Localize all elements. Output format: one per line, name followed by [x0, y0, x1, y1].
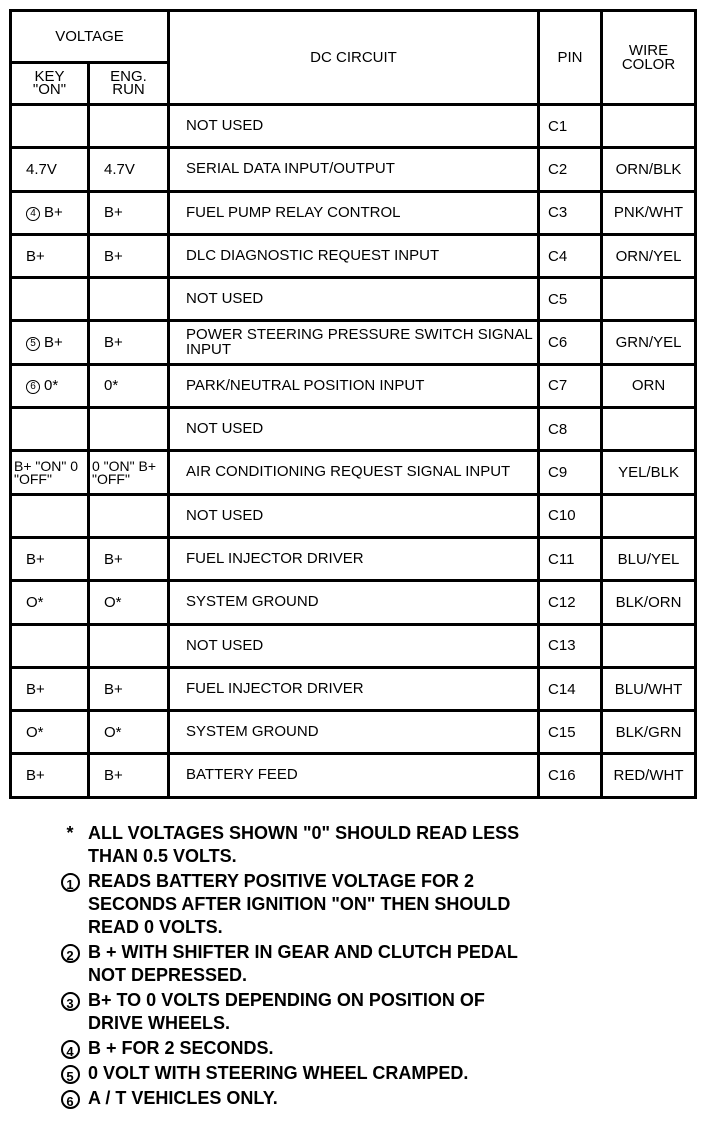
table-row	[11, 364, 696, 407]
footnote-number-icon: 1	[61, 873, 80, 892]
circuit-description: SERIAL DATA INPUT/OUTPUT	[169, 148, 539, 191]
wire-color: BLU/YEL	[602, 537, 696, 580]
circuit-description: NOT USED	[169, 105, 539, 148]
key-on-voltage	[11, 754, 89, 797]
pin-number: C6	[539, 321, 602, 364]
pin-number: C16	[539, 754, 602, 797]
circuit-header: DC CIRCUIT	[169, 11, 539, 105]
footnote-marker: 4	[26, 207, 40, 221]
pin-number: C14	[539, 667, 602, 710]
eng-run-voltage: B+	[89, 754, 169, 797]
wire-color: YEL/BLK	[602, 451, 696, 494]
table-row	[11, 624, 696, 667]
pin-number: C1	[539, 105, 602, 148]
key-on-voltage	[11, 278, 89, 321]
eng-run-voltage	[89, 105, 169, 148]
table-row	[11, 321, 696, 364]
key-on-voltage	[11, 494, 89, 537]
footnote	[52, 989, 528, 1035]
key-on-value: B+ "ON" 0 "OFF"	[14, 457, 79, 487]
eng-run-voltage: B+	[89, 667, 169, 710]
wire-color	[602, 624, 696, 667]
table-row	[11, 148, 696, 191]
eng-run-voltage: 0*	[89, 364, 169, 407]
wire-color	[602, 278, 696, 321]
key-on-value: B+	[26, 680, 45, 698]
pin-number: C15	[539, 711, 602, 754]
wire-color	[602, 105, 696, 148]
footnote	[52, 1062, 528, 1085]
eng-run-voltage: B+	[89, 537, 169, 580]
footnotes	[52, 822, 528, 1112]
asterisk-marker: *	[66, 823, 74, 843]
connector-pinout-table	[9, 9, 697, 799]
pin-number: C5	[539, 278, 602, 321]
key-on-voltage	[11, 451, 89, 494]
footnote-text: 0 VOLT WITH STEERING WHEEL CRAMPED.	[88, 1063, 469, 1083]
footnote-marker: 5	[26, 337, 40, 351]
footnote-text: A / T VEHICLES ONLY.	[88, 1088, 278, 1108]
footnote	[52, 822, 528, 868]
key-on-voltage	[11, 321, 89, 364]
footnote-text: ALL VOLTAGES SHOWN "0" SHOULD READ LESS THAN 0.5 VOLTS.	[88, 823, 520, 866]
table-row	[11, 667, 696, 710]
eng-run-voltage: B+	[89, 191, 169, 234]
eng-run-voltage: 0 "ON" B+ "OFF"	[89, 451, 169, 494]
key-on-voltage	[11, 105, 89, 148]
footnote	[52, 1087, 528, 1110]
key-on-value: B+	[26, 550, 45, 568]
pin-number: C11	[539, 537, 602, 580]
footnote-number-icon: 4	[61, 1040, 80, 1059]
circuit-description: FUEL PUMP RELAY CONTROL	[169, 191, 539, 234]
circuit-description: NOT USED	[169, 494, 539, 537]
eng-run-voltage	[89, 494, 169, 537]
eng-run-voltage: B+	[89, 234, 169, 277]
eng-run-voltage	[89, 408, 169, 451]
circuit-description: DLC DIAGNOSTIC REQUEST INPUT	[169, 234, 539, 277]
key-on-value: O*	[26, 593, 44, 611]
footnote-text: B + FOR 2 SECONDS.	[88, 1038, 274, 1058]
footnote-number-icon: 3	[61, 992, 80, 1011]
pin-number: C12	[539, 581, 602, 624]
pin-number: C2	[539, 148, 602, 191]
key-on-value: B+	[26, 247, 45, 265]
eng-run-voltage	[89, 624, 169, 667]
wire-color: ORN/YEL	[602, 234, 696, 277]
key-on-value: 4.7V	[26, 160, 57, 178]
circuit-description: SYSTEM GROUND	[169, 581, 539, 624]
wire-color: BLK/ORN	[602, 581, 696, 624]
circuit-description: AIR CONDITIONING REQUEST SIGNAL INPUT	[169, 451, 539, 494]
wire-color-header: WIRE COLOR	[602, 11, 696, 105]
footnote	[52, 870, 528, 939]
table-row	[11, 234, 696, 277]
wire-color: BLK/GRN	[602, 711, 696, 754]
footnote-marker: 6	[26, 380, 40, 394]
circuit-description: POWER STEERING PRESSURE SWITCH SIGNAL INPUT	[169, 321, 539, 364]
key-on-voltage	[11, 581, 89, 624]
footnote	[52, 1037, 528, 1060]
eng-run-voltage: O*	[89, 711, 169, 754]
key-on-value: B+	[44, 333, 63, 351]
key-on-value: 0*	[44, 376, 59, 394]
key-on-voltage	[11, 537, 89, 580]
footnote-number-icon: 5	[61, 1065, 80, 1084]
pin-number: C10	[539, 494, 602, 537]
footnote-text: READS BATTERY POSITIVE VOLTAGE FOR 2 SECONDS AFTER IGNITION "ON" THEN SHOULD READ 0 VOLTS.	[88, 871, 511, 937]
wire-color	[602, 494, 696, 537]
circuit-description: FUEL INJECTOR DRIVER	[169, 667, 539, 710]
key-on-voltage	[11, 364, 89, 407]
eng-run-voltage: O*	[89, 581, 169, 624]
footnote-number-icon: 2	[61, 944, 80, 963]
pin-number: C13	[539, 624, 602, 667]
footnote-number-icon: 6	[61, 1090, 80, 1109]
table-row	[11, 278, 696, 321]
key-on-voltage	[11, 234, 89, 277]
key-on-voltage	[11, 191, 89, 234]
key-on-voltage	[11, 408, 89, 451]
pin-header: PIN	[539, 11, 602, 105]
table-row	[11, 105, 696, 148]
table-row	[11, 754, 696, 797]
pin-number: C7	[539, 364, 602, 407]
pin-number: C4	[539, 234, 602, 277]
pin-number: C9	[539, 451, 602, 494]
table-row	[11, 711, 696, 754]
key-on-value: B+	[26, 767, 45, 785]
footnote-text: B + WITH SHIFTER IN GEAR AND CLUTCH PEDAL NOT DEPRESSED.	[88, 942, 518, 985]
key-on-voltage	[11, 148, 89, 191]
eng-run-voltage	[89, 278, 169, 321]
circuit-description: PARK/NEUTRAL POSITION INPUT	[169, 364, 539, 407]
voltage-header: VOLTAGE	[11, 11, 169, 63]
key-on-value: B+	[44, 203, 63, 221]
footnote	[52, 941, 528, 987]
wire-color: PNK/WHT	[602, 191, 696, 234]
circuit-description: SYSTEM GROUND	[169, 711, 539, 754]
key-on-header: KEY "ON"	[11, 63, 89, 105]
key-on-voltage	[11, 624, 89, 667]
wire-color: ORN	[602, 364, 696, 407]
key-on-value: O*	[26, 723, 44, 741]
circuit-description: NOT USED	[169, 408, 539, 451]
wire-color: GRN/YEL	[602, 321, 696, 364]
eng-run-header: ENG. RUN	[89, 63, 169, 105]
eng-run-voltage: B+	[89, 321, 169, 364]
table-row	[11, 191, 696, 234]
wire-color: ORN/BLK	[602, 148, 696, 191]
circuit-description: NOT USED	[169, 624, 539, 667]
eng-run-voltage: 4.7V	[89, 148, 169, 191]
pin-number: C8	[539, 408, 602, 451]
wire-color: RED/WHT	[602, 754, 696, 797]
table-row	[11, 537, 696, 580]
key-on-voltage	[11, 667, 89, 710]
footnote-text: B+ TO 0 VOLTS DEPENDING ON POSITION OF DRIVE WHEELS.	[88, 990, 485, 1033]
table-row	[11, 494, 696, 537]
wire-color	[602, 408, 696, 451]
table-row	[11, 581, 696, 624]
circuit-description: BATTERY FEED	[169, 754, 539, 797]
wire-color: BLU/WHT	[602, 667, 696, 710]
table-row	[11, 408, 696, 451]
pin-number: C3	[539, 191, 602, 234]
key-on-voltage	[11, 711, 89, 754]
circuit-description: NOT USED	[169, 278, 539, 321]
circuit-description: FUEL INJECTOR DRIVER	[169, 537, 539, 580]
table-row	[11, 451, 696, 494]
